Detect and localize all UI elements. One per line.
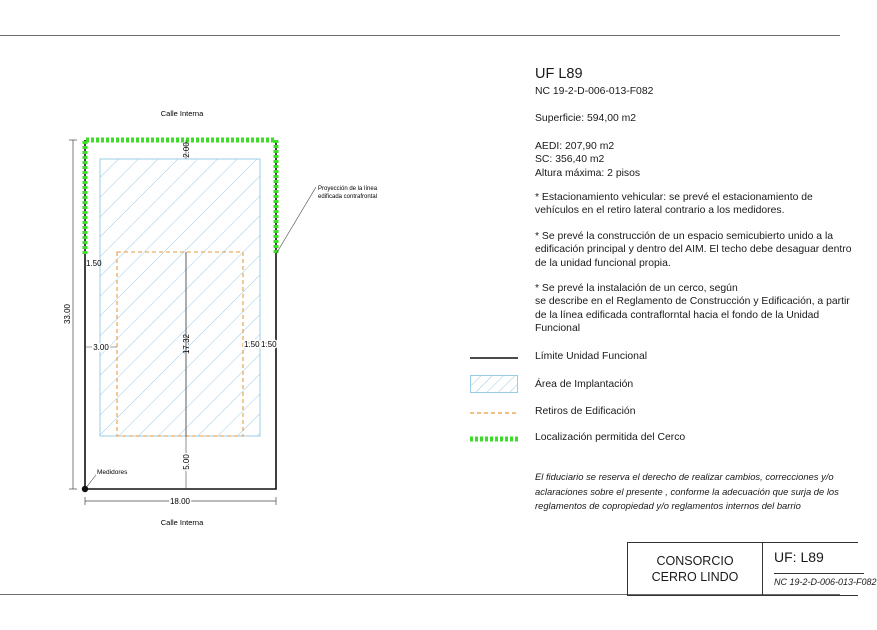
legend-cerco-symbol	[470, 432, 518, 446]
note3-line2: se describe en el Reglamento de Construcción y Edificación, a partir	[535, 296, 850, 308]
legend-area-label: Área de Implantación	[535, 379, 634, 390]
center-dimension-label: 17.32	[182, 333, 191, 355]
note1-line2: vehículos en el retiro lateral contrario a los medidores.	[535, 205, 785, 217]
left-setback-label: 1.50	[86, 259, 102, 268]
note1-line1: * Estacionamiento vehicular: se prevé el estacionamiento de	[535, 192, 813, 204]
projection-label-line2: edificada contrafrontal	[318, 194, 378, 200]
projection-leader-line	[276, 187, 316, 254]
note2-line1: * Se prevé la construcción de un espacio semicubierto unido a la	[535, 230, 834, 242]
front-setback-label: 2.00	[182, 142, 191, 158]
note3-line1: * Se prevé la instalación de un cerco, según	[535, 283, 738, 295]
note2-line2: edificación principal y dentro del AIM. El techo debe desaguar dentro	[535, 244, 852, 256]
disclaimer-line2: aclaraciones sobre el presente , conforme la adecuación que surja de los	[535, 485, 839, 497]
disclaimer-line3: reglamentos de copropiedad y/o reglamentos internos del barrio	[535, 500, 801, 511]
disclaimer	[535, 470, 839, 514]
title-block	[627, 542, 877, 596]
legend-area	[470, 375, 850, 395]
lot-superficie: Superficie: 594,00 m2	[535, 113, 637, 125]
legend-cerco	[470, 428, 850, 448]
title-block-nc: NC 19-2-D-006-013-F082	[774, 573, 864, 587]
lot-info-panel	[535, 66, 855, 336]
legend-retiros-label: Retiros de Edificación	[535, 406, 636, 417]
disclaimer-line1: El fiduciario se reserva el derecho de realizar cambios, correcciones y/o	[535, 471, 834, 482]
title-block-lot	[764, 543, 877, 595]
lot-title: UF L89	[535, 66, 583, 82]
street-top-label: Calle Interna	[160, 109, 204, 118]
legend-retiros-symbol	[470, 406, 518, 420]
lot-aedi: AEDI: 207,90 m2	[535, 140, 615, 152]
street-bottom-label: Calle Interna	[160, 518, 204, 527]
title-block-uf: UF: L89	[774, 549, 824, 565]
company-line1: CONSORCIO	[656, 554, 734, 568]
company-line2: CERRO LINDO	[651, 570, 739, 584]
projection-label-line1: Proyección de la línea	[318, 186, 378, 192]
legend-area-symbol	[470, 375, 518, 393]
lot-nc: NC 19-2-D-006-013-F082	[535, 86, 654, 97]
front-dimension-label: 18.00	[169, 497, 191, 506]
legend-retiros	[470, 402, 850, 422]
legend-limit-label: Límite Unidad Funcional	[535, 351, 648, 362]
title-block-company	[628, 543, 763, 595]
back-dimension-label: 5.00	[182, 454, 191, 470]
meters-label: Medidores	[97, 469, 128, 476]
legend-limit	[470, 347, 850, 367]
note3-line3: de la línea edificada contraflorntal hacia el fondo de la Unidad	[535, 309, 820, 321]
legend-cerco-label: Localización permitida del Cerco	[535, 432, 686, 443]
implantation-area	[100, 159, 260, 436]
side-left-dimension-label: 3.00	[93, 343, 109, 352]
meters-point	[82, 486, 88, 492]
note2-line3: de la unidad funcional propia.	[535, 257, 671, 269]
lot-altura: Altura máxima: 2 pisos	[535, 167, 641, 179]
side-right-dimension-label-b: 1.50	[261, 340, 277, 349]
depth-dimension-label: 33.00	[63, 303, 72, 325]
side-right-dimension-label-a: 1.50	[244, 340, 260, 349]
legend-limit-symbol	[470, 351, 518, 365]
note3-line4: Funcional	[535, 323, 581, 335]
lot-sc: SC: 356,40 m2	[535, 154, 605, 166]
